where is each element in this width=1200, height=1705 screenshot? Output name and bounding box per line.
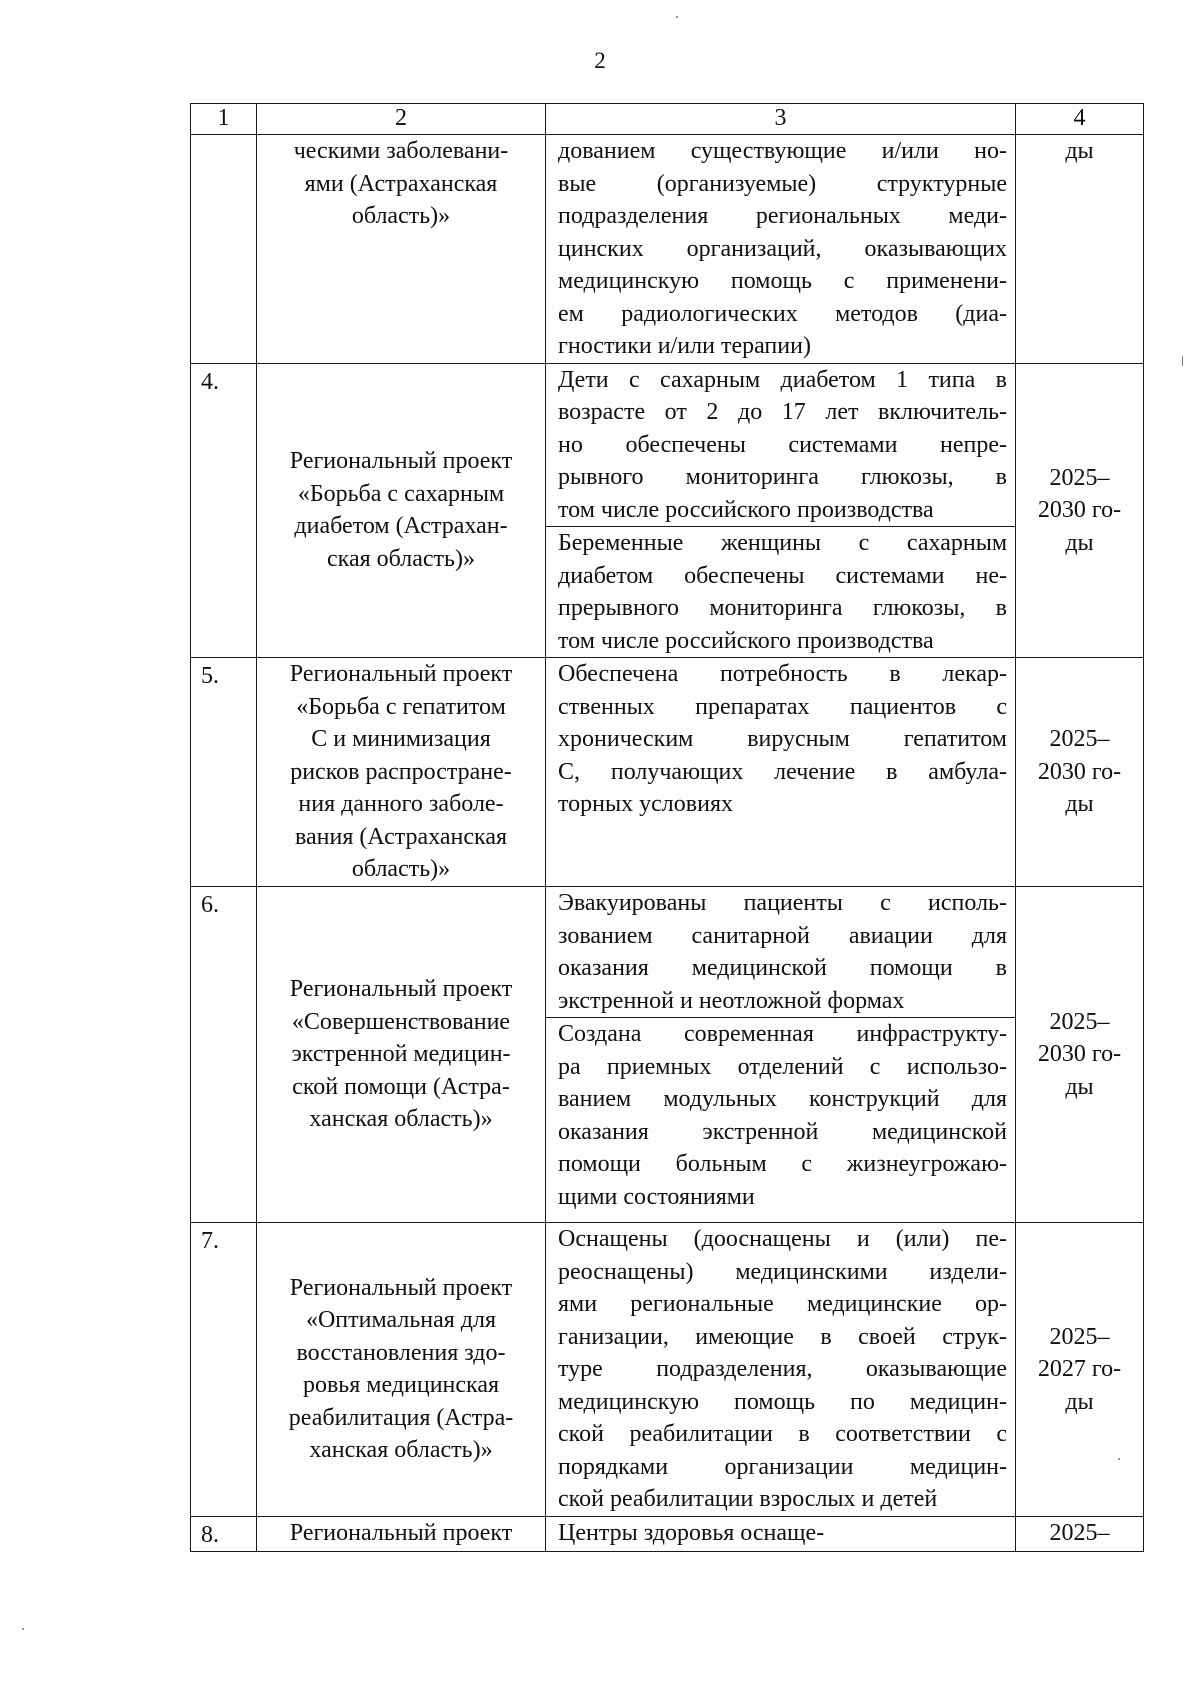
- result-cell: [546, 1516, 1016, 1552]
- result-line: реоснащены) медицинскими издели-: [558, 1258, 1007, 1285]
- result-line: подразделения региональных меди-: [558, 203, 1007, 229]
- result-line: хроническим вирусным гепатитом: [558, 726, 1007, 752]
- table-header-row: [191, 104, 1144, 135]
- result-line: диабетом обеспечены системами не-: [558, 562, 1007, 589]
- project-name: [257, 1223, 546, 1517]
- result-line: ганизации, имеющие в своей струк-: [558, 1323, 1007, 1350]
- result-line: цинских организаций, оказывающих: [558, 235, 1007, 262]
- row-number: 6.: [191, 887, 257, 1223]
- header-cell: 3: [546, 104, 1016, 135]
- project-name: [257, 1516, 546, 1552]
- result-cell: [546, 887, 1016, 1223]
- project-name-line: ния данного заболе-: [298, 791, 504, 817]
- project-name-line: «Борьба с гепатитом: [296, 693, 506, 720]
- result-line: экстренной и неотложной формах: [558, 987, 905, 1014]
- period-line: 2025–: [1049, 726, 1110, 753]
- period-line: 2027 го-: [1037, 1356, 1122, 1382]
- project-name-line: Региональный проект: [289, 1519, 513, 1546]
- project-name-line: восстановления здо-: [296, 1339, 506, 1366]
- project-name: [257, 135, 546, 364]
- page-number: 2: [594, 48, 606, 73]
- project-name-line: экстренной медицин-: [291, 1041, 511, 1068]
- result-line: зованием санитарной авиации для: [558, 922, 1007, 949]
- result-line: ской реабилитации в соответствии с: [558, 1421, 1007, 1447]
- result-line: том числе российского производства: [558, 627, 934, 654]
- project-name-line: ческими заболевани-: [293, 138, 509, 164]
- result-cell: [546, 1223, 1016, 1517]
- period-line: 2025–: [1049, 464, 1110, 491]
- table-row: [191, 1516, 1144, 1552]
- result-line: порядками организации медицин-: [558, 1453, 1007, 1480]
- result-line: рывного мониторинга глюкозы, в: [558, 464, 1007, 490]
- project-name-line: диабетом (Астрахан-: [294, 513, 508, 540]
- result-line: но обеспечены системами непре-: [558, 431, 1007, 458]
- row-number: 8.: [191, 1516, 257, 1552]
- result-line: ской реабилитации взрослых и детей: [558, 1486, 938, 1512]
- result-cell: [546, 135, 1016, 364]
- project-name-line: ханская область)»: [309, 1106, 493, 1133]
- result-line: Беременные женщины с сахарным: [558, 530, 1007, 556]
- project-name-line: ями (Астраханская: [304, 170, 498, 197]
- result-line: прерывного мониторинга глюкозы, в: [558, 595, 1007, 621]
- result-line: вые (организуемые) структурные: [558, 170, 1007, 197]
- result-line: медицинскую помощь по медицин-: [558, 1388, 1007, 1415]
- row-number: 7.: [191, 1223, 257, 1517]
- project-name-line: область)»: [351, 203, 451, 229]
- period-line: 2025–: [1049, 1323, 1110, 1350]
- result-line: Дети с сахарным диабетом 1 типа в: [558, 366, 1007, 393]
- result-line: ями региональные медицинские ор-: [558, 1291, 1007, 1317]
- project-name-line: «Борьба с сахарным: [297, 480, 505, 507]
- project-name-line: рисков распростране-: [290, 758, 512, 785]
- scan-speck: [1182, 356, 1183, 366]
- period: [1016, 363, 1144, 658]
- result-line: оказания экстренной медицинской: [558, 1118, 1007, 1145]
- header-cell: 2: [257, 104, 546, 135]
- result-line: ра приемных отделений с использо-: [558, 1053, 1007, 1080]
- result-text: [546, 1517, 1015, 1550]
- scan-speck: [22, 1628, 24, 1630]
- period: [1016, 1516, 1144, 1552]
- project-name-line: Региональный проект: [289, 1274, 513, 1301]
- project-name: [257, 363, 546, 658]
- header-cell: 4: [1016, 104, 1144, 135]
- project-name-line: вания (Астраханская: [294, 823, 508, 850]
- result-line: Обеспечена потребность в лекар-: [558, 661, 1007, 687]
- project-name-line: «Совершенствование: [291, 1008, 511, 1035]
- result-line: туре подразделения, оказывающие: [558, 1356, 1007, 1382]
- table-row: [191, 363, 1144, 658]
- period-line: ды: [1065, 1388, 1094, 1415]
- project-name-line: «Оптимальная для: [305, 1307, 497, 1334]
- period-line: ды: [1065, 791, 1094, 818]
- period: [1016, 1223, 1144, 1517]
- result-line: медицинскую помощь с применени-: [558, 268, 1007, 294]
- result-line: щими состояниями: [558, 1183, 755, 1210]
- result-line: оказания медицинской помощи в: [558, 955, 1007, 981]
- result-text: [546, 526, 1015, 657]
- period-line: ды: [1065, 529, 1094, 556]
- result-line: Центры здоровья оснаще-: [558, 1519, 825, 1546]
- project-name-line: Региональный проект: [289, 448, 513, 475]
- result-line: Создана современная инфраструкту-: [558, 1021, 1007, 1047]
- period-line: ды: [1065, 1073, 1094, 1100]
- period: [1016, 658, 1144, 887]
- project-name-line: Региональный проект: [289, 976, 513, 1003]
- project-name-line: область)»: [351, 856, 451, 882]
- result-line: торных условиях: [558, 791, 733, 817]
- results-table: [190, 103, 1144, 1552]
- result-line: возрасте от 2 до 17 лет включитель-: [558, 399, 1007, 425]
- period: [1016, 135, 1144, 364]
- table-row: [191, 887, 1144, 1223]
- result-line: том числе российского производства: [558, 496, 934, 523]
- result-line: ванием модульных конструкций для: [558, 1086, 1007, 1112]
- period-line: ды: [1065, 138, 1094, 164]
- result-line: помощи больным с жизнеугрожаю-: [558, 1151, 1007, 1177]
- project-name: [257, 887, 546, 1223]
- result-line: Эвакуированы пациенты с исполь-: [558, 890, 1007, 916]
- period-line: 2025–: [1049, 1519, 1110, 1546]
- result-cell: [546, 658, 1016, 887]
- period-line: 2030 го-: [1037, 1041, 1122, 1068]
- project-name-line: ровья медицинская: [302, 1372, 500, 1399]
- result-text: [546, 364, 1015, 527]
- period-line: 2030 го-: [1037, 758, 1122, 785]
- result-line: ственных препаратах пациентов с: [558, 693, 1007, 720]
- project-name: [257, 658, 546, 887]
- row-number: 4.: [191, 363, 257, 658]
- project-name-line: ской помощи (Астра-: [292, 1073, 510, 1100]
- result-line: Оснащены (дооснащены и (или) пе-: [558, 1226, 1007, 1252]
- scan-speck: [676, 16, 678, 18]
- project-name-line: ская область)»: [327, 545, 475, 572]
- period-line: 2030 го-: [1037, 497, 1122, 523]
- project-name-line: С и минимизация: [311, 726, 491, 752]
- result-cell: [546, 363, 1016, 658]
- result-line: гностики и/или терапии): [558, 333, 811, 359]
- row-number: 5.: [191, 658, 257, 887]
- period: [1016, 887, 1144, 1223]
- result-line: дованием существующие и/или но-: [558, 138, 1007, 164]
- project-name-line: реабилитация (Астра-: [288, 1404, 514, 1431]
- result-text: [546, 1017, 1015, 1213]
- project-name-line: ханская область)»: [309, 1437, 493, 1464]
- result-line: ем радиологических методов (диа-: [558, 300, 1007, 327]
- result-line: С, получающих лечение в амбула-: [558, 758, 1007, 785]
- table-row: [191, 135, 1144, 364]
- result-text: [546, 887, 1015, 1017]
- result-text: [546, 1223, 1015, 1516]
- table-row: [191, 658, 1144, 887]
- row-number: [191, 135, 257, 364]
- header-cell: 1: [191, 104, 257, 135]
- scan-speck: [1118, 1458, 1120, 1460]
- result-text: [546, 135, 1015, 363]
- project-name-line: Региональный проект: [289, 661, 513, 687]
- period-line: 2025–: [1049, 1008, 1110, 1035]
- table-row: [191, 1223, 1144, 1517]
- result-text: [546, 658, 1015, 821]
